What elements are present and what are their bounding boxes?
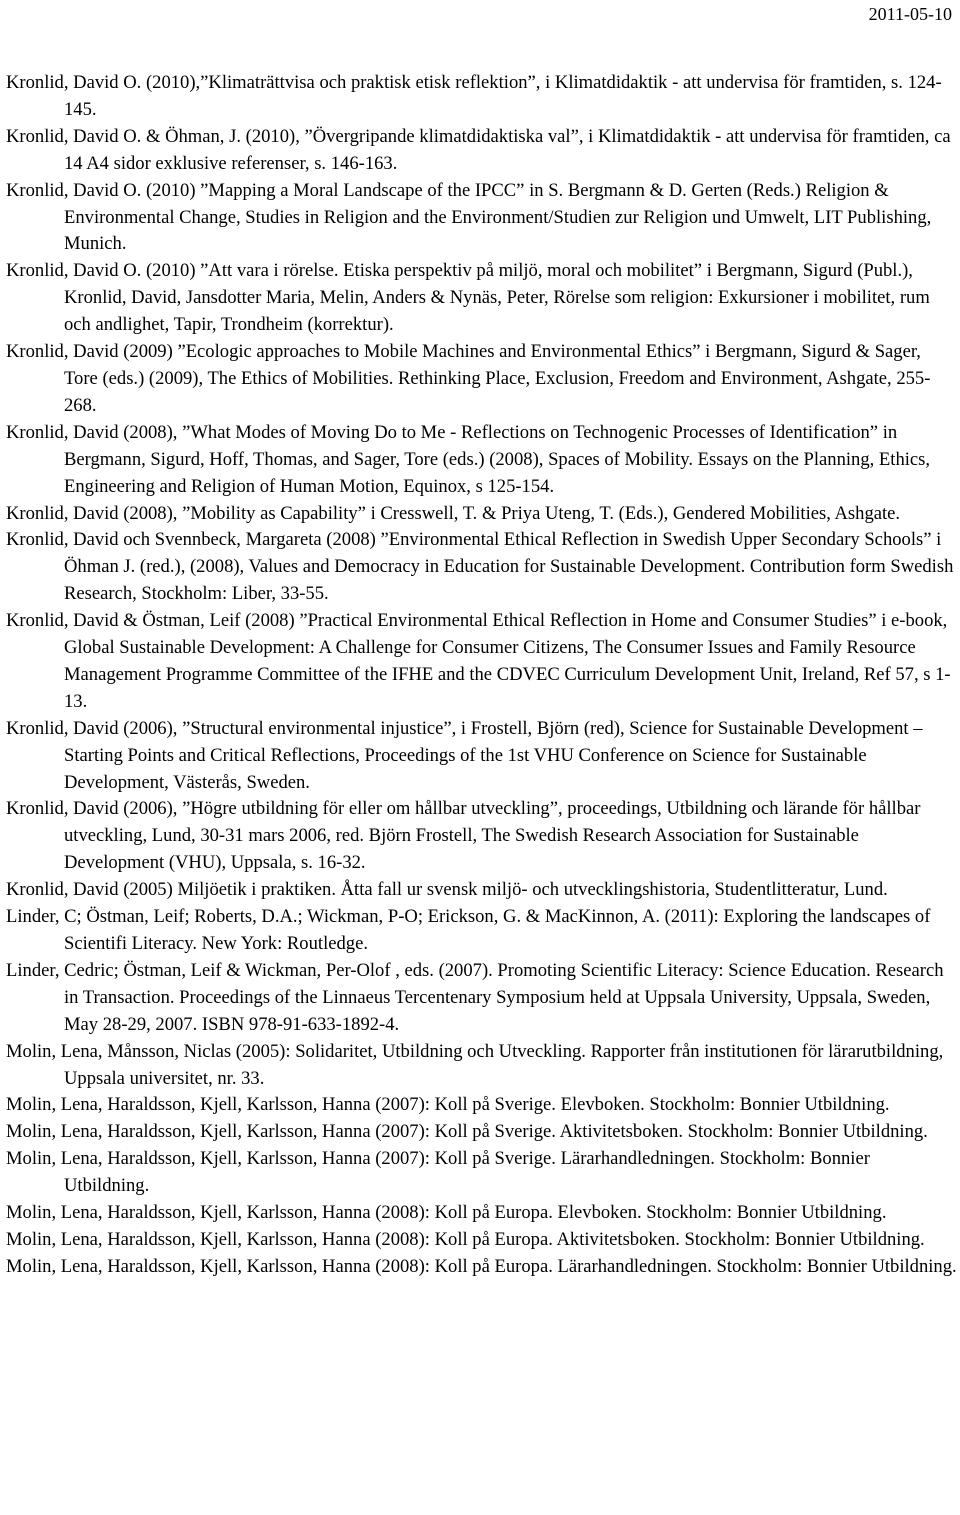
reference-entry: Molin, Lena, Haraldsson, Kjell, Karlsson, Hanna (2008): Koll på Europa. Lärarhandledningen. Stockholm: Bonnier Utbildning. [6, 1255, 957, 1277]
reference-entry: Molin, Lena, Haraldsson, Kjell, Karlsson, Hanna (2007): Koll på Sverige. Aktivitetsboken. Stockholm: Bonnier Utbildning. [6, 1121, 928, 1143]
reference-entry: Linder, Cedric; Östman, Leif & Wickman, Per-Olof , eds. (2007). Promoting Scientific Literacy: Science Education. Research in Transaction. Proceedings of the Linnaeus Tercentenary Symposium held at Uppsala University, Uppsala, Sweden, May 28-29, 2007. ISBN 978-91-633-1892-4. [6, 959, 944, 1035]
reference-entry: Kronlid, David O. (2010) ”Att vara i rörelse. Etiska perspektiv på miljö, moral och mobilitet” i Bergmann, Sigurd (Publ.), Kronlid, David, Jansdotter Maria, Melin, Anders & Nynäs, Peter, Rörelse som religion: Exkursioner i mobilitet, rum och andlighet, Tapir, Trondheim (korrektur). [6, 260, 930, 336]
reference-entry: Kronlid, David O. (2010),”Klimaträttvisa och praktisk etisk reflektion”, i Klimatdidaktik - att undervisa för framtiden, s. 124-145. [6, 72, 942, 120]
reference-entry: Kronlid, David (2008), ”What Modes of Moving Do to Me - Reflections on Technogenic Processes of Identification” in Bergmann, Sigurd, Hoff, Thomas, and Sager, Tore (eds.) (2008), Spaces of Mobility. Essays on the Planning, Ethics, Engineering and Religion of Human Motion, Equinox, s 125-154. [6, 421, 931, 497]
reference-entry: Kronlid, David (2006), ”Högre utbildning för eller om hållbar utveckling”, proceedings, Utbildning och lärande för hållbar utveckling, Lund, 30-31 mars 2006, red. Björn Frostell, The Swedish Research Association for Sustainable Development (VHU), Uppsala, s. 16-32. [6, 798, 921, 874]
header-date: 2011-05-10 [868, 4, 952, 24]
reference-entry: Kronlid, David & Östman, Leif (2008) ”Practical Environmental Ethical Reflection in Home and Consumer Studies” i e-book, Global Sustainable Development: A Challenge for Consumer Citizens, The Consumer Issues and Family Resource Management Programme Committee of the IFHE and the CDVEC Curriculum Development Unit, Ireland, Ref 57, s 1-13. [6, 610, 951, 712]
reference-entry: Kronlid, David (2005) Miljöetik i praktiken. Åtta fall ur svensk miljö- och utvecklingshistoria, Studentlitteratur, Lund. [6, 879, 888, 901]
reference-entry: Molin, Lena, Haraldsson, Kjell, Karlsson, Hanna (2007): Koll på Sverige. Elevboken. Stockholm: Bonnier Utbildning. [6, 1094, 890, 1116]
reference-entry: Molin, Lena, Haraldsson, Kjell, Karlsson, Hanna (2007): Koll på Sverige. Lärarhandledningen. Stockholm: Bonnier Utbildning. [6, 1148, 870, 1197]
reference-entry: Molin, Lena, Haraldsson, Kjell, Karlsson, Hanna (2008): Koll på Europa. Elevboken. Stockholm: Bonnier Utbildning. [6, 1202, 887, 1224]
reference-entry: Kronlid, David och Svennbeck, Margareta (2008) ”Environmental Ethical Reflection in Swedish Upper Secondary Schools” i Öhman J. (red.), (2008), Values and Democracy in Education for Sustainable Development. Contribution form Swedish Research, Stockholm: Liber, 33-55. [6, 529, 954, 605]
reference-entry: Kronlid, David O. & Öhman, J. (2010), ”Övergripande klimatdidaktiska val”, i Klimatdidaktik - att undervisa för framtiden, ca 14 A4 sidor exklusive referenser, s. 146-163. [6, 125, 951, 174]
reference-entry: Molin, Lena, Månsson, Niclas (2005): Solidaritet, Utbildning och Utveckling. Rapporter från institutionen för lärarutbildning, Uppsala universitet, nr. 33. [6, 1040, 944, 1089]
reference-entry: Kronlid, David (2006), ”Structural environmental injustice”, i Frostell, Björn (red), Science for Sustainable Development – Starting Points and Critical Reflections, Proceedings of the 1st VHU Conference on Science for Sustainable Development, Västerås, Sweden. [6, 717, 923, 793]
reference-entry: Kronlid, David O. (2010) ”Mapping a Moral Landscape of the IPCC” in S. Bergmann & D. Gerten (Reds.) Religion & Environmental Change, Studies in Religion and the Environment/Studien zur Religion und Umwelt, LIT Publishing, Munich. [6, 179, 932, 255]
reference-entry: Linder, C; Östman, Leif; Roberts, D.A.; Wickman, P-O; Erickson, G. & MacKinnon, A. (2011): Exploring the landscapes of Scientifi Literacy. New York: Routledge. [6, 906, 931, 954]
reference-list [6, 70, 958, 1281]
reference-entry: Molin, Lena, Haraldsson, Kjell, Karlsson, Hanna (2008): Koll på Europa. Aktivitetsboken. Stockholm: Bonnier Utbildning. [6, 1228, 925, 1250]
reference-entry: Kronlid, David (2008), ”Mobility as Capability” i Cresswell, T. & Priya Uteng, T. (Eds.), Gendered Mobilities, Ashgate. [6, 502, 901, 524]
reference-entry: Kronlid, David (2009) ”Ecologic approaches to Mobile Machines and Environmental Ethics” i Bergmann, Sigurd & Sager, Tore (eds.) (2009), The Ethics of Mobilities. Rethinking Place, Exclusion, Freedom and Environment, Ashgate, 255-268. [6, 341, 931, 416]
